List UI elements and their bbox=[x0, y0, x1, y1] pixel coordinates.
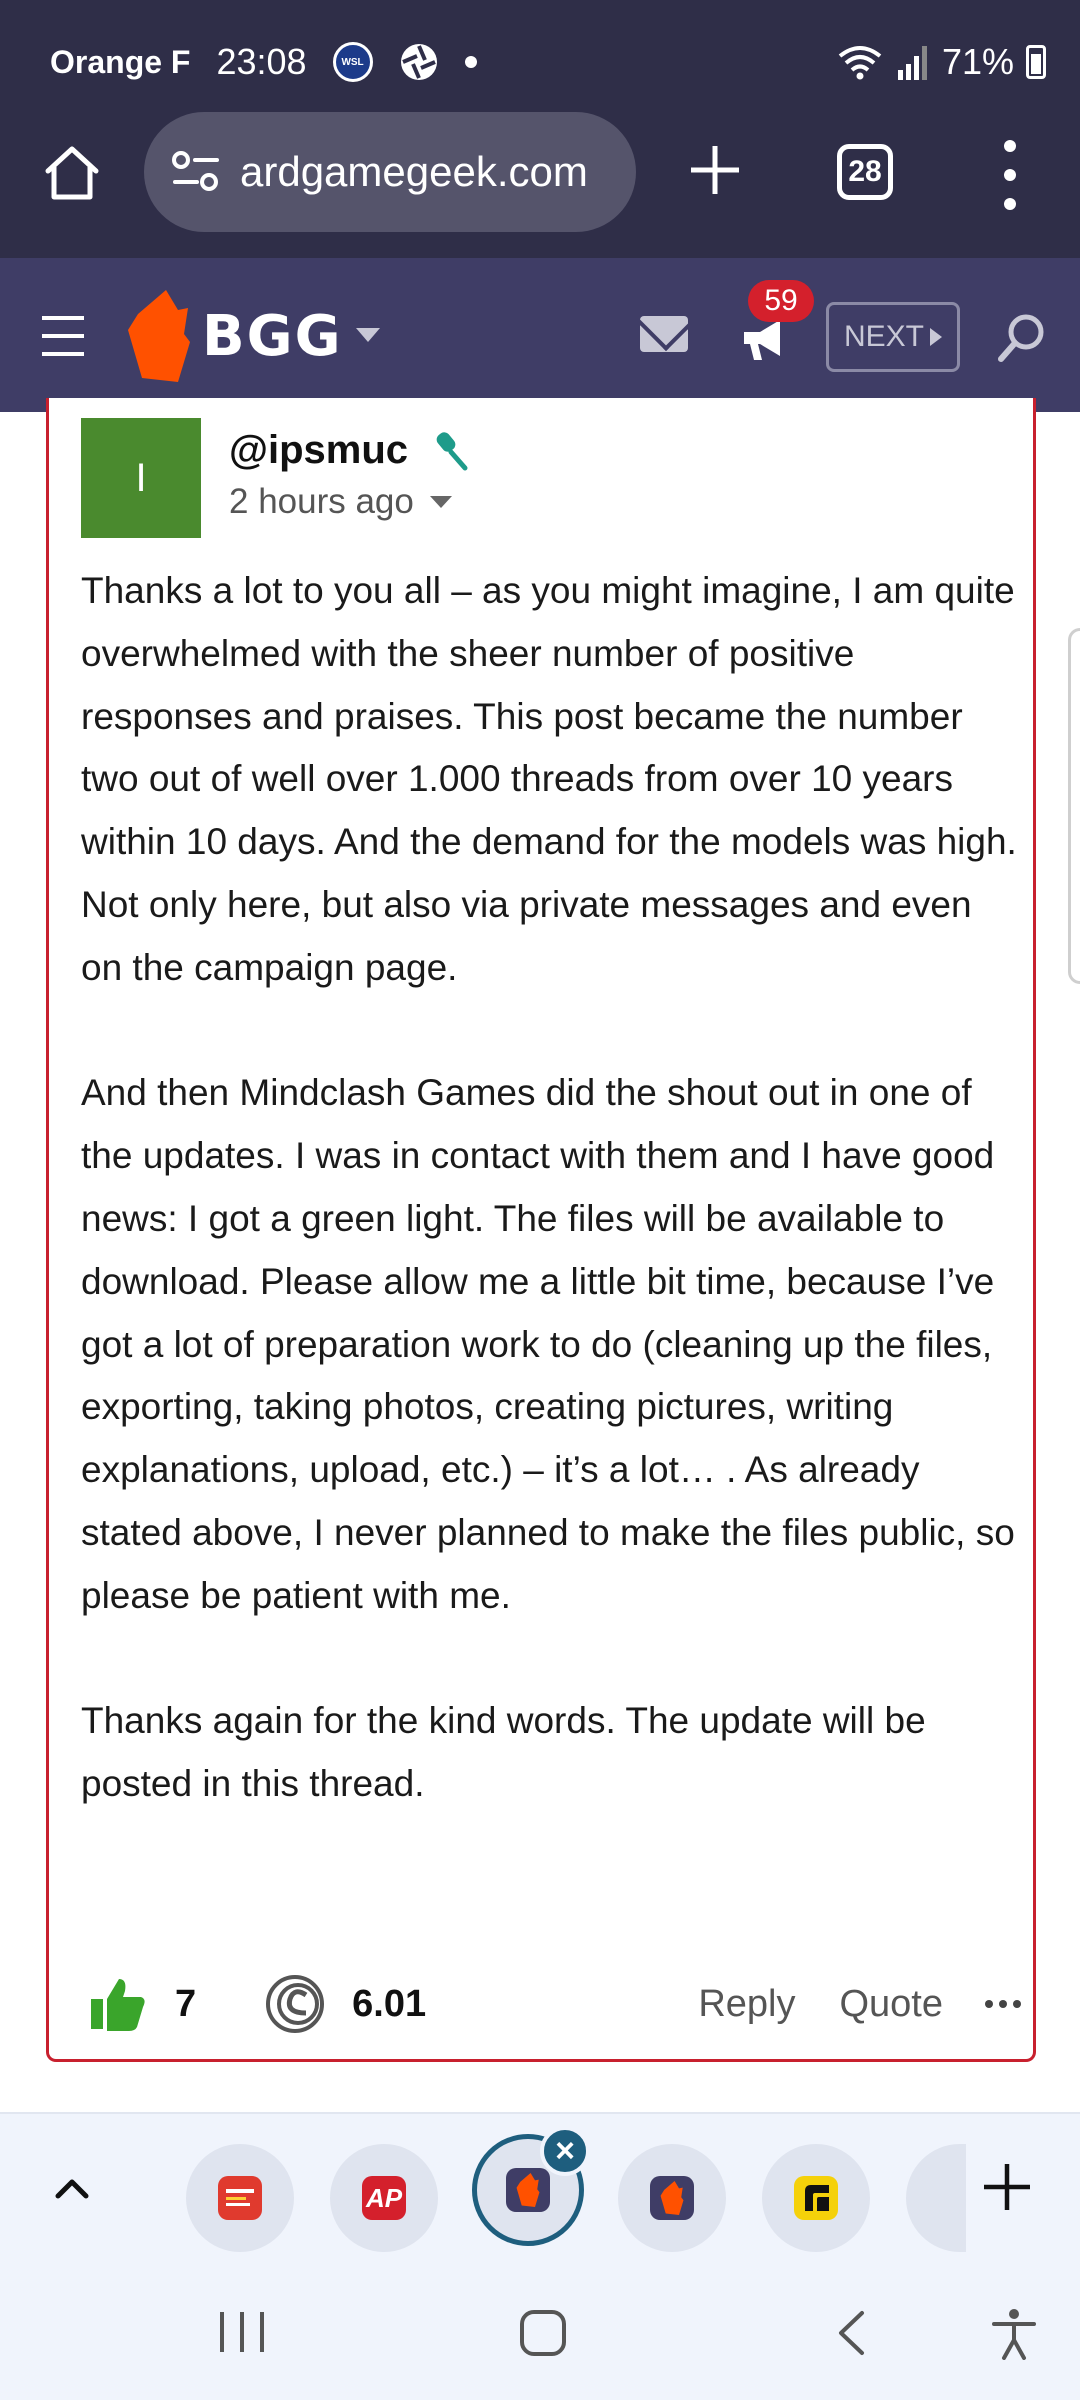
close-tab-icon[interactable]: × bbox=[540, 2126, 590, 2176]
wifi-icon bbox=[836, 42, 884, 82]
chevron-down-icon bbox=[430, 496, 452, 508]
next-button[interactable] bbox=[826, 302, 960, 372]
plus-icon bbox=[689, 144, 741, 196]
battery-percent: 71% bbox=[941, 41, 1014, 82]
home-icon bbox=[42, 143, 102, 201]
bgg-tab-icon bbox=[506, 2168, 550, 2212]
back-chevron-icon[interactable] bbox=[836, 2310, 866, 2356]
bgg-logo[interactable] bbox=[128, 290, 343, 382]
new-tab-button[interactable] bbox=[680, 135, 750, 205]
recent-apps-icon[interactable] bbox=[220, 2312, 264, 2352]
more-options-icon[interactable] bbox=[985, 2000, 1021, 2008]
tab-switcher-button[interactable]: 28 bbox=[837, 144, 893, 200]
alerts-megaphone-icon[interactable] bbox=[740, 318, 788, 362]
bgg-navbar bbox=[0, 258, 1080, 412]
post-timestamp[interactable] bbox=[229, 482, 452, 522]
bgg-logo-mark-icon bbox=[128, 290, 190, 382]
dot bbox=[1004, 169, 1016, 181]
bgg-logo-text: BGG bbox=[202, 303, 343, 369]
ap-news-icon: AP bbox=[362, 2176, 406, 2220]
geekgold-value: 6.01 bbox=[352, 1982, 427, 2025]
bgg-tab-icon bbox=[650, 2176, 694, 2220]
status-bar-right bbox=[836, 38, 1046, 86]
logo-dropdown-chevron-icon[interactable] bbox=[356, 328, 380, 342]
post-paragraph: And then Mindclash Games did the shout out in one of the updates. I was in contact with them and I have good news: I got a green light. The files will be available to download. Please allow me a little bit time, because I’ve got a lot of preparation work to do (cleaning up the files, exporting, taking photos, creating pictures, writing explanations, upload, etc.) – it’s a lot… . As already stated above, I never planned to make the files public, so please be patient with me. bbox=[81, 1072, 1015, 1616]
forum-post bbox=[46, 398, 1036, 2062]
browser-menu-button[interactable] bbox=[990, 140, 1030, 210]
browser-home-button[interactable] bbox=[36, 140, 108, 204]
thumbs-count: 7 bbox=[175, 1982, 197, 2025]
system-navigation-bar bbox=[0, 2252, 1080, 2400]
hamburger-menu-icon[interactable] bbox=[42, 316, 84, 356]
avatar[interactable]: I bbox=[81, 418, 201, 538]
add-tab-plus-icon[interactable] bbox=[982, 2162, 1032, 2212]
tab-thumbnail[interactable] bbox=[762, 2144, 870, 2252]
post-body bbox=[81, 560, 1021, 1816]
dot bbox=[1004, 198, 1016, 210]
aperture-notification-icon bbox=[399, 42, 439, 82]
dot bbox=[1004, 140, 1016, 152]
post-username[interactable]: @ipsmuc bbox=[229, 428, 409, 472]
tab-thumbnail-partial[interactable] bbox=[906, 2144, 966, 2252]
browser-chrome bbox=[0, 0, 1080, 258]
next-label: NEXT bbox=[843, 320, 924, 353]
quote-button[interactable]: Quote bbox=[839, 1982, 943, 2025]
side-scroll-handle[interactable] bbox=[1068, 628, 1080, 984]
tab-thumbnail[interactable] bbox=[186, 2144, 294, 2252]
messages-icon[interactable] bbox=[640, 316, 688, 352]
url-text: ardgamegeek.com bbox=[240, 148, 588, 195]
status-clock: 23:08 bbox=[216, 41, 307, 82]
post-actions bbox=[81, 1970, 1021, 2038]
tab-strip bbox=[0, 2112, 1080, 2252]
play-arrow-icon bbox=[930, 328, 942, 346]
thumbs-up-icon[interactable] bbox=[89, 1975, 147, 2033]
post-paragraph: Thanks again for the kind words. The update will be posted in this thread. bbox=[81, 1700, 926, 1805]
tab-thumbnail[interactable] bbox=[618, 2144, 726, 2252]
accessibility-icon[interactable] bbox=[992, 2308, 1036, 2360]
post-time-text: 2 hours ago bbox=[229, 482, 414, 521]
news-site-icon bbox=[218, 2176, 262, 2220]
search-icon[interactable] bbox=[996, 312, 1048, 364]
geekgold-coin-icon[interactable] bbox=[264, 1973, 326, 2035]
site-settings-icon[interactable] bbox=[166, 150, 226, 194]
post-paragraph: Thanks a lot to you all – as you might imagine, I am quite overwhelmed with the sheer number of positive responses and praises. This post became the number two out of well over 1.000 threads from over 10 years within 10 days. And the demand for the models was high. Not only here, but also via private messages and even on the campaign page. bbox=[81, 570, 1017, 988]
carrier-name: Orange F bbox=[50, 43, 191, 80]
reply-button[interactable]: Reply bbox=[698, 1982, 796, 2025]
battery-icon bbox=[1026, 45, 1046, 79]
notification-dot-icon bbox=[465, 56, 477, 68]
yellow-app-icon bbox=[794, 2176, 838, 2220]
signal-icon bbox=[896, 42, 930, 82]
chevron-up-icon[interactable] bbox=[54, 2170, 90, 2206]
alerts-count-badge: 59 bbox=[748, 280, 814, 322]
address-bar[interactable] bbox=[144, 112, 636, 232]
status-bar-left bbox=[50, 38, 477, 86]
wsl-notification-icon: WSL bbox=[333, 42, 373, 82]
system-home-icon[interactable] bbox=[520, 2310, 566, 2356]
microphone-badge-icon bbox=[425, 428, 471, 474]
tab-thumbnail[interactable] bbox=[330, 2144, 438, 2252]
